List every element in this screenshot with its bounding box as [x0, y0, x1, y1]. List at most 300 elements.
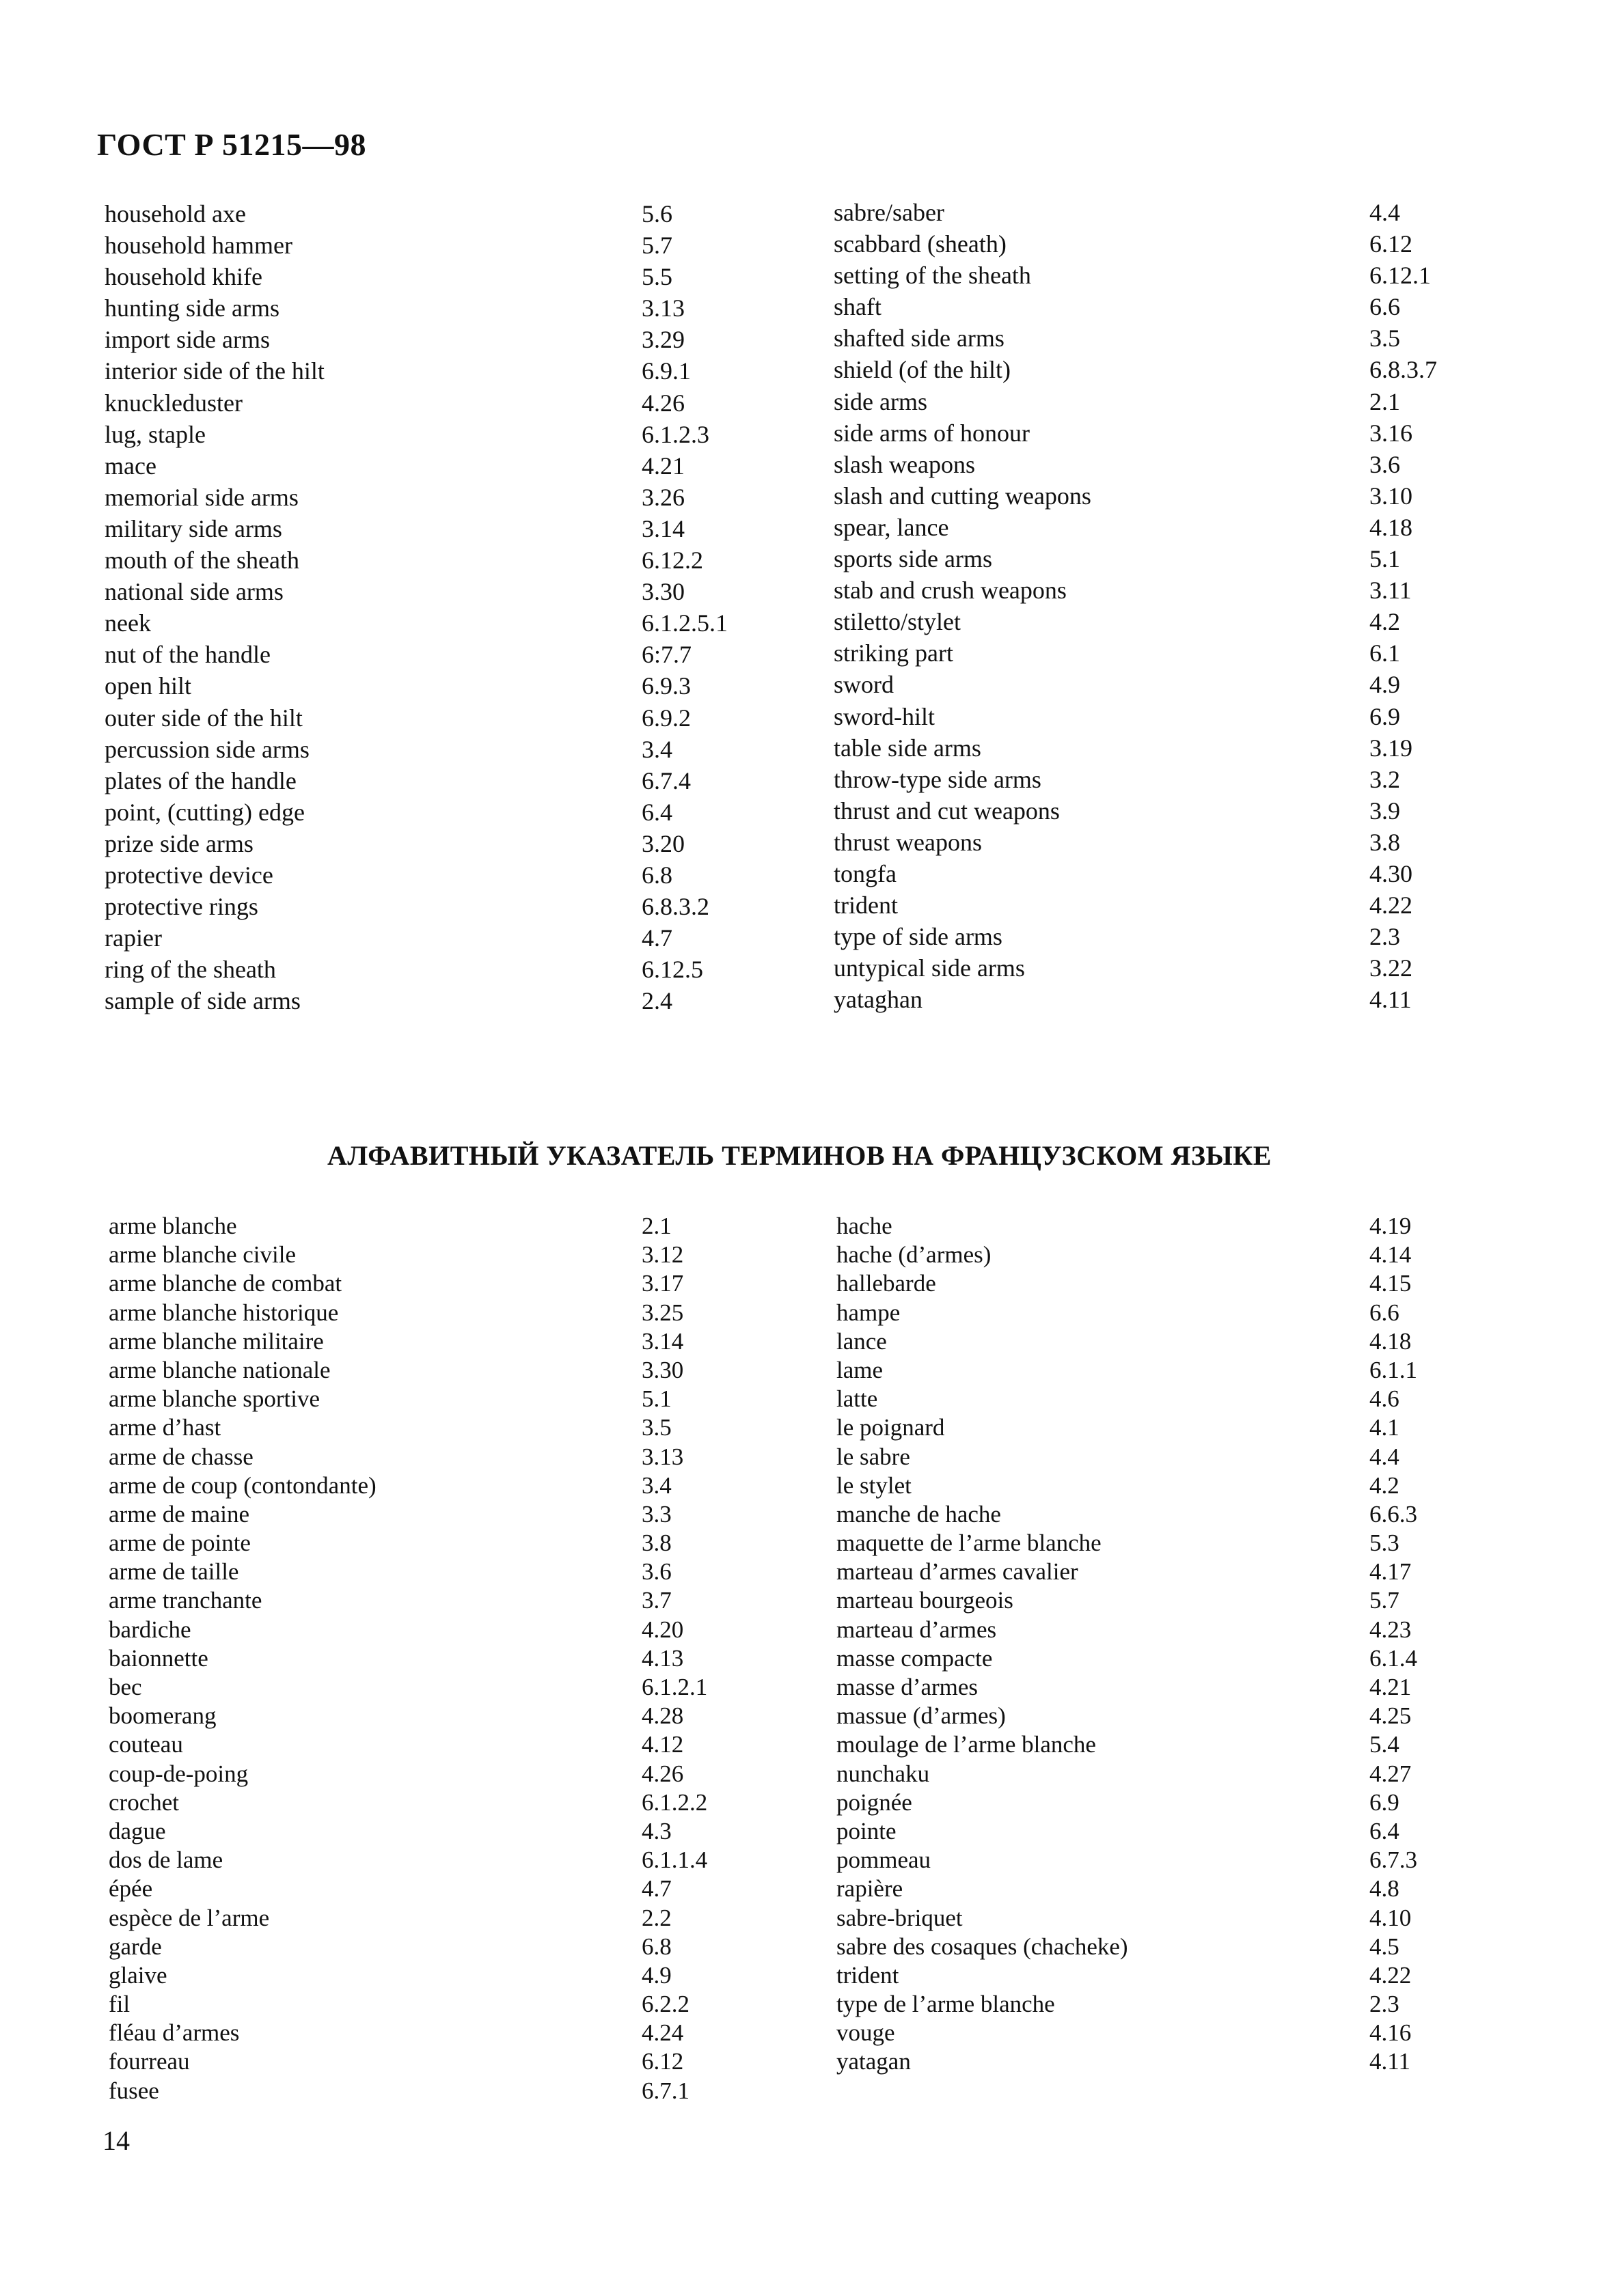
- index-entry: [105, 387, 754, 419]
- index-term: le sabre: [836, 1443, 910, 1470]
- index-entry: [834, 417, 1517, 449]
- index-entry: [834, 354, 1517, 385]
- index-term: spear, lance: [834, 513, 949, 541]
- index-reference: 6.8.3.7: [1369, 356, 1437, 384]
- index-term: glaive: [109, 1961, 167, 1989]
- index-reference: 6.1.2.1: [642, 1674, 708, 1700]
- index-term: shaft: [834, 293, 882, 321]
- index-term: stab and crush weapons: [834, 577, 1067, 605]
- index-term: household khife: [105, 263, 262, 291]
- index-reference: 5.1: [1369, 545, 1400, 573]
- index-term: prize side arms: [105, 829, 254, 857]
- index-reference: 2.1: [642, 1213, 672, 1239]
- index-term: garde: [109, 1933, 162, 1960]
- index-term: dos de lame: [109, 1847, 223, 1874]
- index-entry: [836, 2047, 1520, 2076]
- index-reference: 5.7: [1369, 1587, 1399, 1614]
- index-entry: [109, 1875, 758, 1903]
- index-reference: 4.16: [1369, 2019, 1412, 2047]
- index-term: masse compacte: [836, 1644, 993, 1672]
- index-term: military side arms: [105, 514, 282, 542]
- index-entry: [109, 1327, 758, 1356]
- index-term: slash and cutting weapons: [834, 482, 1091, 510]
- index-entry: [109, 1269, 758, 1298]
- index-entry: [834, 543, 1517, 575]
- index-term: yataghan: [834, 986, 922, 1014]
- index-entry: [105, 544, 754, 576]
- index-term: arme de taille: [109, 1558, 239, 1586]
- index-term: side arms: [834, 387, 927, 415]
- index-term: rapière: [836, 1875, 903, 1903]
- index-term: shafted side arms: [834, 324, 1004, 352]
- index-reference: 6.7.4: [642, 766, 691, 794]
- french-index-title: АЛФАВИТНЫЙ УКАЗАТЕЛЬ ТЕРМИНОВ НА ФРАНЦУЗСКОМ ЯЗЫКЕ: [327, 1140, 1272, 1171]
- index-entry: [834, 606, 1517, 637]
- index-entry: [836, 1616, 1520, 1644]
- index-term: sabre/saber: [834, 199, 944, 226]
- index-term: arme de maine: [109, 1500, 250, 1527]
- index-term: thrust weapons: [834, 828, 982, 856]
- index-term: nunchaku: [836, 1760, 930, 1787]
- index-reference: 6.6: [1369, 293, 1400, 321]
- index-term: side arms of honour: [834, 419, 1030, 447]
- index-term: throw-type side arms: [834, 765, 1041, 793]
- index-entry: [109, 1413, 758, 1442]
- index-entry: [109, 1529, 758, 1558]
- english-index-left-column: [105, 198, 754, 1016]
- index-reference: 6.9: [1369, 1788, 1399, 1816]
- index-term: neek: [105, 609, 151, 637]
- index-entry: [836, 1586, 1520, 1615]
- index-term: arme blanche de combat: [109, 1270, 342, 1297]
- index-entry: [109, 1961, 758, 1990]
- index-entry: [834, 827, 1517, 858]
- index-term: sword-hilt: [834, 702, 935, 730]
- index-entry: [109, 1904, 758, 1933]
- index-reference: 4.6: [1369, 1385, 1399, 1413]
- index-term: vouge: [836, 2019, 895, 2047]
- index-reference: 6.1.2.3: [642, 420, 709, 448]
- index-reference: 5.5: [642, 263, 672, 291]
- index-reference: 6.9: [1369, 702, 1400, 730]
- index-term: lance: [836, 1327, 887, 1355]
- index-term: marteau bourgeois: [836, 1587, 1013, 1614]
- index-entry: [105, 828, 754, 859]
- index-reference: 4.15: [1369, 1270, 1412, 1297]
- index-entry: [109, 1212, 758, 1241]
- index-reference: 4.25: [1369, 1702, 1412, 1730]
- index-entry: [109, 1846, 758, 1875]
- index-entry: [834, 952, 1517, 984]
- index-term: percussion side arms: [105, 735, 310, 763]
- index-term: slash weapons: [834, 450, 975, 478]
- index-entry: [105, 355, 754, 387]
- index-reference: 4.21: [1369, 1674, 1412, 1700]
- index-term: knuckleduster: [105, 389, 243, 417]
- document-header: ГОСТ Р 51215—98: [97, 127, 366, 162]
- index-reference: 6.8: [642, 861, 672, 889]
- index-term: couteau: [109, 1731, 183, 1758]
- index-term: sample of side arms: [105, 987, 301, 1015]
- index-term: crochet: [109, 1788, 179, 1816]
- index-reference: 3.20: [642, 829, 685, 857]
- index-term: open hilt: [105, 672, 191, 700]
- index-entry: [105, 891, 754, 922]
- index-term: trident: [834, 891, 898, 919]
- index-term: pointe: [836, 1817, 897, 1844]
- index-reference: 3.6: [642, 1558, 672, 1586]
- index-term: manche de hache: [836, 1500, 1001, 1527]
- index-reference: 3.6: [1369, 450, 1400, 478]
- index-term: stiletto/stylet: [834, 608, 961, 636]
- index-term: fourreau: [109, 2048, 190, 2075]
- index-reference: 4.11: [1369, 2048, 1410, 2075]
- index-term: arme blanche civile: [109, 1241, 297, 1269]
- index-reference: 3.4: [642, 735, 672, 763]
- index-reference: 4.4: [1369, 1443, 1399, 1470]
- index-entry: [834, 512, 1517, 543]
- index-entry: [836, 1443, 1520, 1471]
- index-entry: [105, 765, 754, 797]
- index-entry: [109, 1760, 758, 1788]
- index-reference: 4.19: [1369, 1213, 1412, 1239]
- index-term: mouth of the sheath: [105, 547, 299, 575]
- index-entry: [105, 324, 754, 355]
- index-term: masse d’armes: [836, 1674, 979, 1700]
- index-reference: 3.5: [642, 1414, 672, 1441]
- index-entry: [109, 1644, 758, 1673]
- index-term: setting of the sheath: [834, 262, 1031, 290]
- index-reference: 4.3: [642, 1817, 672, 1844]
- index-entry: [834, 291, 1517, 322]
- index-entry: [834, 858, 1517, 889]
- index-term: tongfa: [834, 859, 897, 887]
- index-reference: 5.3: [1369, 1530, 1399, 1557]
- index-term: table side arms: [834, 734, 981, 762]
- index-reference: 4.8: [1369, 1875, 1399, 1903]
- index-term: nut of the handle: [105, 641, 271, 669]
- index-reference: 4.23: [1369, 1616, 1412, 1643]
- english-index-right-column: [834, 197, 1517, 1015]
- index-entry: [105, 482, 754, 513]
- index-term: point, (cutting) edge: [105, 798, 305, 826]
- index-reference: 4.21: [642, 452, 685, 480]
- index-entry: [109, 1356, 758, 1385]
- index-term: rapier: [105, 924, 162, 952]
- index-reference: 4.4: [1369, 199, 1400, 226]
- index-reference: 2.3: [1369, 923, 1400, 951]
- index-reference: 4.2: [1369, 608, 1400, 636]
- index-entry: [836, 1471, 1520, 1500]
- index-entry: [105, 922, 754, 954]
- index-term: maquette de l’arme blanche: [836, 1530, 1102, 1557]
- index-term: arme blanche sportive: [109, 1385, 320, 1413]
- index-term: bec: [109, 1674, 142, 1700]
- index-entry: [836, 1385, 1520, 1413]
- index-entry: [834, 637, 1517, 669]
- index-term: baionnette: [109, 1644, 208, 1672]
- index-entry: [834, 764, 1517, 795]
- index-term: shield (of the hilt): [834, 356, 1011, 384]
- index-entry: [105, 670, 754, 702]
- index-entry: [836, 1500, 1520, 1529]
- index-reference: 3.13: [642, 1443, 684, 1470]
- index-reference: 6.1.4: [1369, 1644, 1417, 1672]
- index-entry: [109, 1933, 758, 1961]
- index-entry: [105, 859, 754, 891]
- index-reference: 6.4: [642, 798, 672, 826]
- index-reference: 6.7.3: [1369, 1847, 1417, 1874]
- index-term: le poignard: [836, 1414, 945, 1441]
- index-entry: [834, 701, 1517, 732]
- index-reference: 4.26: [642, 389, 685, 417]
- index-entry: [109, 1817, 758, 1846]
- index-reference: 6.1.2.5.1: [642, 609, 728, 637]
- index-reference: 4.9: [642, 1961, 672, 1989]
- index-reference: 4.20: [642, 1616, 684, 1643]
- index-entry: [836, 1644, 1520, 1673]
- index-entry: [834, 386, 1517, 417]
- index-entry: [836, 1875, 1520, 1903]
- index-entry: [836, 1529, 1520, 1558]
- index-reference: 6.12: [642, 2048, 684, 2075]
- index-term: national side arms: [105, 578, 284, 606]
- index-reference: 6.12.1: [1369, 262, 1431, 290]
- index-entry: [109, 1990, 758, 2019]
- index-reference: 6.12.5: [642, 956, 703, 984]
- index-entry: [109, 1730, 758, 1759]
- index-reference: 4.24: [642, 2019, 684, 2047]
- index-reference: 4.5: [1369, 1933, 1399, 1960]
- index-entry: [105, 450, 754, 482]
- index-entry: [836, 2019, 1520, 2047]
- index-reference: 2.3: [1369, 1991, 1399, 2018]
- index-reference: 4.7: [642, 924, 672, 952]
- index-entry: [836, 1702, 1520, 1730]
- index-reference: 3.17: [642, 1270, 684, 1297]
- index-entry: [836, 1904, 1520, 1933]
- index-reference: 4.11: [1369, 986, 1412, 1014]
- index-entry: [836, 1558, 1520, 1586]
- index-reference: 4.18: [1369, 513, 1412, 541]
- index-entry: [105, 639, 754, 670]
- index-term: lame: [836, 1356, 884, 1383]
- index-reference: 6.8: [642, 1933, 672, 1960]
- index-reference: 6.1.1: [1369, 1356, 1417, 1383]
- index-term: marteau d’armes cavalier: [836, 1558, 1078, 1586]
- index-entry: [109, 1616, 758, 1644]
- index-entry: [834, 795, 1517, 827]
- index-reference: 4.28: [642, 1702, 684, 1730]
- index-term: sword: [834, 671, 894, 699]
- index-term: sports side arms: [834, 545, 992, 573]
- index-term: arme blanche nationale: [109, 1356, 331, 1383]
- index-term: latte: [836, 1385, 878, 1413]
- index-term: household hammer: [105, 232, 292, 260]
- index-entry: [105, 954, 754, 985]
- index-term: arme de coup (contondante): [109, 1471, 377, 1499]
- index-term: scabbard (sheath): [834, 230, 1007, 258]
- index-term: sabre des cosaques (chacheke): [836, 1933, 1128, 1960]
- index-entry: [836, 1327, 1520, 1356]
- index-entry: [105, 576, 754, 607]
- index-term: moulage de l’arme blanche: [836, 1731, 1096, 1758]
- index-term: striking part: [834, 639, 953, 667]
- index-entry: [836, 1933, 1520, 1961]
- index-reference: 4.30: [1369, 859, 1412, 887]
- index-term: arme blanche: [109, 1213, 237, 1239]
- index-term: bardiche: [109, 1616, 191, 1643]
- index-term: hache (d’armes): [836, 1241, 992, 1269]
- index-term: épée: [109, 1875, 153, 1903]
- index-term: fil: [109, 1991, 131, 2018]
- index-reference: 4.9: [1369, 671, 1400, 699]
- index-reference: 3.14: [642, 1327, 684, 1355]
- index-entry: [105, 198, 754, 230]
- index-reference: 6.9.1: [642, 357, 691, 385]
- index-reference: 4.14: [1369, 1241, 1412, 1269]
- index-term: arme blanche militaire: [109, 1327, 324, 1355]
- index-entry: [105, 419, 754, 450]
- index-reference: 6.7.1: [642, 2077, 689, 2104]
- index-reference: 6.12.2: [642, 547, 703, 575]
- index-entry: [109, 2077, 758, 2105]
- index-entry: [109, 1471, 758, 1500]
- index-entry: [109, 1385, 758, 1413]
- index-reference: 3.11: [1369, 577, 1412, 605]
- index-reference: 6.8.3.2: [642, 893, 709, 921]
- index-entry: [836, 1212, 1520, 1241]
- index-reference: 3.7: [642, 1587, 672, 1614]
- index-reference: 6.4: [1369, 1817, 1399, 1844]
- index-entry: [105, 702, 754, 734]
- index-term: untypical side arms: [834, 954, 1025, 982]
- index-term: hunting side arms: [105, 294, 279, 322]
- index-entry: [109, 1500, 758, 1529]
- index-term: household axe: [105, 200, 246, 227]
- index-term: interior side of the hilt: [105, 357, 325, 385]
- index-term: arme d’hast: [109, 1414, 221, 1441]
- index-entry: [834, 984, 1517, 1015]
- french-index-right-column: [836, 1212, 1520, 2077]
- index-entry: [836, 1961, 1520, 1990]
- index-reference: 5.1: [642, 1385, 672, 1413]
- index-reference: 4.7: [642, 1875, 672, 1903]
- index-entry: [109, 1443, 758, 1471]
- index-reference: 3.30: [642, 1356, 684, 1383]
- index-term: arme tranchante: [109, 1587, 262, 1614]
- index-reference: 6.2.2: [642, 1991, 689, 2018]
- index-term: type de l’arme blanche: [836, 1991, 1055, 2018]
- index-reference: 6.6: [1369, 1299, 1399, 1326]
- index-entry: [834, 480, 1517, 512]
- index-entry: [834, 575, 1517, 606]
- index-term: outer side of the hilt: [105, 704, 303, 732]
- index-reference: 4.13: [642, 1644, 684, 1672]
- index-reference: 3.12: [642, 1241, 684, 1269]
- index-term: import side arms: [105, 326, 270, 354]
- index-reference: 3.16: [1369, 419, 1412, 447]
- index-term: yatagan: [836, 2048, 911, 2075]
- index-term: massue (d’armes): [836, 1702, 1006, 1730]
- index-entry: [834, 732, 1517, 764]
- index-entry: [109, 1673, 758, 1702]
- index-reference: 4.12: [642, 1731, 684, 1758]
- index-reference: 2.4: [642, 987, 672, 1015]
- index-reference: 4.22: [1369, 1961, 1412, 1989]
- index-entry: [836, 1241, 1520, 1269]
- index-term: le stylet: [836, 1471, 912, 1499]
- index-entry: [105, 230, 754, 261]
- index-term: protective device: [105, 861, 273, 889]
- index-reference: 4.22: [1369, 891, 1412, 919]
- index-reference: 4.1: [1369, 1414, 1399, 1441]
- index-reference: 3.19: [1369, 734, 1412, 762]
- index-entry: [105, 797, 754, 828]
- index-entry: [836, 1990, 1520, 2019]
- index-term: arme blanche historique: [109, 1299, 339, 1326]
- index-term: marteau d’armes: [836, 1616, 997, 1643]
- index-entry: [834, 228, 1517, 260]
- index-reference: 6.1: [1369, 639, 1400, 667]
- index-entry: [109, 1702, 758, 1730]
- index-reference: 3.8: [1369, 828, 1400, 856]
- index-entry: [109, 1241, 758, 1269]
- index-reference: 6.6.3: [1369, 1500, 1417, 1527]
- index-term: hampe: [836, 1299, 901, 1326]
- index-entry: [836, 1356, 1520, 1385]
- index-term: espèce de l’arme: [109, 1904, 270, 1931]
- index-entry: [836, 1846, 1520, 1875]
- index-term: trident: [836, 1961, 899, 1989]
- index-entry: [836, 1760, 1520, 1788]
- index-entry: [109, 1788, 758, 1817]
- index-reference: 3.29: [642, 326, 685, 354]
- index-reference: 3.14: [642, 514, 685, 542]
- index-reference: 3.4: [642, 1471, 672, 1499]
- index-entry: [836, 1788, 1520, 1817]
- index-reference: 6:7.7: [642, 641, 692, 669]
- index-reference: 5.6: [642, 200, 672, 227]
- index-reference: 3.2: [1369, 765, 1400, 793]
- index-reference: 3.26: [642, 483, 685, 511]
- index-term: hallebarde: [836, 1270, 936, 1297]
- index-reference: 6.1.2.2: [642, 1788, 708, 1816]
- index-reference: 4.17: [1369, 1558, 1412, 1586]
- index-reference: 6.9.2: [642, 704, 691, 732]
- french-index-left-column: [109, 1212, 758, 2105]
- index-term: fusee: [109, 2077, 159, 2104]
- index-reference: 4.18: [1369, 1327, 1412, 1355]
- index-reference: 3.22: [1369, 954, 1412, 982]
- index-term: memorial side arms: [105, 483, 299, 511]
- index-reference: 3.13: [642, 294, 685, 322]
- index-entry: [834, 889, 1517, 921]
- index-entry: [836, 1817, 1520, 1846]
- index-reference: 2.1: [1369, 387, 1400, 415]
- index-reference: 3.25: [642, 1299, 684, 1326]
- index-reference: 3.5: [1369, 324, 1400, 352]
- index-entry: [105, 985, 754, 1016]
- index-term: sabre-briquet: [836, 1904, 963, 1931]
- index-term: boomerang: [109, 1702, 217, 1730]
- index-term: mace: [105, 452, 156, 480]
- index-reference: 4.10: [1369, 1904, 1412, 1931]
- index-entry: [834, 260, 1517, 291]
- index-term: thrust and cut weapons: [834, 797, 1060, 825]
- index-entry: [836, 1299, 1520, 1327]
- index-reference: 3.3: [642, 1500, 672, 1527]
